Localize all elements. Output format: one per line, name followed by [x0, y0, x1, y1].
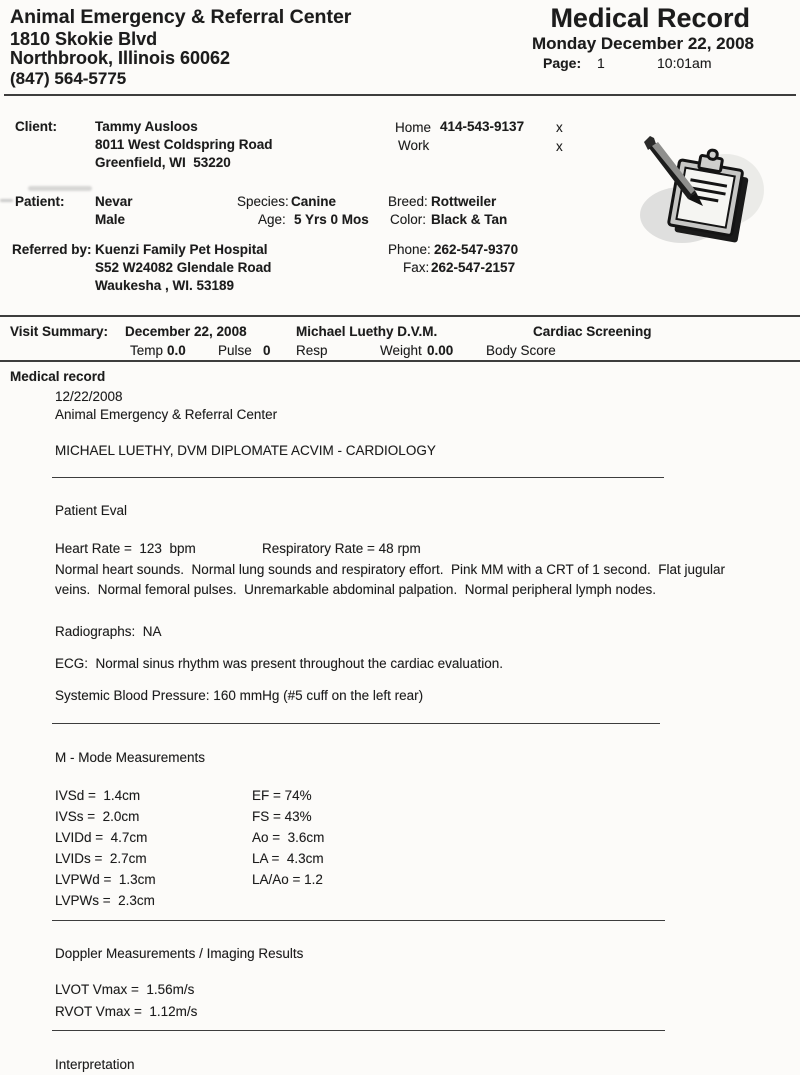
record-date: 12/22/2008	[55, 389, 123, 404]
mmode-heading: M - Mode Measurements	[55, 750, 206, 765]
work-phone-label: Work	[398, 138, 430, 153]
home-phone-value: 414-543-9137	[440, 119, 525, 134]
medical-record-heading: Medical record	[10, 369, 106, 384]
client-address2: Greenfield, WI 53220	[95, 155, 231, 170]
referral-phone-label: Phone:	[388, 242, 431, 257]
doppler-lvot: LVOT Vmax = 1.56m/s	[55, 982, 195, 997]
header-divider	[4, 94, 796, 96]
print-time: 10:01am	[657, 55, 712, 71]
mmode-la-ao: LA/Ao = 1.2	[252, 872, 323, 887]
referral-phone-value: 262-547-9370	[434, 242, 519, 257]
body-score-label: Body Score	[486, 343, 556, 358]
visit-summary-bottom-divider	[0, 360, 800, 362]
heart-rate-line: Heart Rate = 123 bpm	[55, 541, 196, 556]
pulse-label: Pulse	[218, 343, 252, 358]
home-phone-x: x	[556, 120, 563, 135]
document-title: Medical Record	[550, 3, 750, 33]
referral-name: Kuenzi Family Pet Hospital	[95, 242, 268, 257]
client-name: Tammy Ausloos	[95, 119, 198, 134]
mmode-fs: FS = 43%	[252, 809, 312, 824]
record-facility: Animal Emergency & Referral Center	[55, 407, 278, 422]
visit-date: December 22, 2008	[125, 324, 247, 339]
document-date: Monday December 22, 2008	[531, 34, 754, 53]
client-label: Client:	[15, 119, 57, 134]
visit-summary-label: Visit Summary:	[10, 324, 109, 339]
weight-value: 0.00	[427, 343, 454, 358]
color-label: Color:	[390, 212, 427, 227]
mmode-ivsd: IVSd = 1.4cm	[55, 788, 141, 803]
blood-pressure-line: Systemic Blood Pressure: 160 mmHg (#5 cuff on the left rear)	[55, 688, 424, 703]
mmode-lvpwd: LVPWd = 1.3cm	[55, 872, 156, 887]
section-divider-1	[52, 477, 664, 478]
visit-reason: Cardiac Screening	[533, 324, 652, 339]
mmode-la: LA = 4.3cm	[252, 851, 324, 866]
page-number: 1	[597, 55, 605, 71]
page-label: Page:	[543, 55, 582, 71]
clipboard-pen-icon	[622, 130, 780, 252]
temp-label: Temp	[130, 343, 164, 358]
clinic-address1: 1810 Skokie Blvd	[10, 29, 158, 49]
clinic-phone: (847) 564-5775	[10, 69, 127, 88]
section-divider-2	[52, 723, 660, 724]
visit-summary-top-divider	[0, 315, 800, 317]
interpretation-heading: Interpretation	[55, 1057, 135, 1072]
client-address1: 8011 West Coldspring Road	[95, 137, 273, 152]
color-value: Black & Tan	[431, 212, 508, 227]
mmode-lvpws: LVPWs = 2.3cm	[55, 893, 155, 908]
age-value: 5 Yrs 0 Mos	[294, 212, 369, 227]
referral-fax-label: Fax:	[403, 260, 430, 275]
visit-doctor: Michael Luethy D.V.M.	[296, 324, 438, 339]
mmode-ef: EF = 74%	[252, 788, 312, 803]
mmode-lvids: LVIDs = 2.7cm	[55, 851, 147, 866]
ecg-line: ECG: Normal sinus rhythm was present throughout the cardiac evaluation.	[55, 656, 503, 671]
species-label: Species:	[237, 194, 289, 209]
section-divider-4	[52, 1030, 665, 1031]
patient-label: Patient:	[15, 194, 65, 209]
age-label: Age:	[258, 212, 286, 227]
patient-eval-heading: Patient Eval	[55, 503, 128, 518]
pulse-value: 0	[263, 343, 271, 358]
scan-dash	[0, 199, 13, 202]
clinic-address2: Northbrook, Illinois 60062	[10, 48, 231, 68]
doppler-rvot: RVOT Vmax = 1.12m/s	[55, 1004, 198, 1019]
weight-label: Weight	[380, 343, 422, 358]
resp-rate-line: Respiratory Rate = 48 rpm	[262, 541, 421, 556]
species-value: Canine	[291, 194, 337, 209]
breed-value: Rottweiler	[431, 194, 497, 209]
radiographs-line: Radiographs: NA	[55, 624, 162, 639]
mmode-ao: Ao = 3.6cm	[252, 830, 325, 845]
patient-sex: Male	[95, 212, 126, 227]
eval-paragraph: Normal heart sounds. Normal lung sounds and respiratory effort. Pink MM with a CRT of 1 second. Flat jugular veins. Normal femoral pulses. Unremarkable abdominal palpation. Normal peripheral lymph nodes.	[55, 562, 729, 597]
scan-smudge	[28, 186, 92, 191]
work-phone-x: x	[556, 139, 563, 154]
home-phone-label: Home	[395, 120, 432, 135]
temp-value: 0.0	[167, 343, 186, 358]
section-divider-3	[52, 920, 665, 921]
mmode-lvidd: LVIDd = 4.7cm	[55, 830, 148, 845]
clinic-name: Animal Emergency & Referral Center	[10, 6, 352, 28]
referral-fax-value: 262-547-2157	[431, 260, 516, 275]
referral-address2: Waukesha , WI. 53189	[95, 278, 235, 293]
record-doctor-line: MICHAEL LUETHY, DVM DIPLOMATE ACVIM - CARDIOLOGY	[55, 443, 436, 458]
mmode-ivss: IVSs = 2.0cm	[55, 809, 140, 824]
breed-label: Breed:	[388, 194, 428, 209]
referred-by-label: Referred by:	[12, 242, 92, 257]
resp-label: Resp	[296, 343, 328, 358]
doppler-heading: Doppler Measurements / Imaging Results	[55, 946, 304, 961]
patient-name: Nevar	[95, 194, 133, 209]
referral-address1: S52 W24082 Glendale Road	[95, 260, 272, 275]
